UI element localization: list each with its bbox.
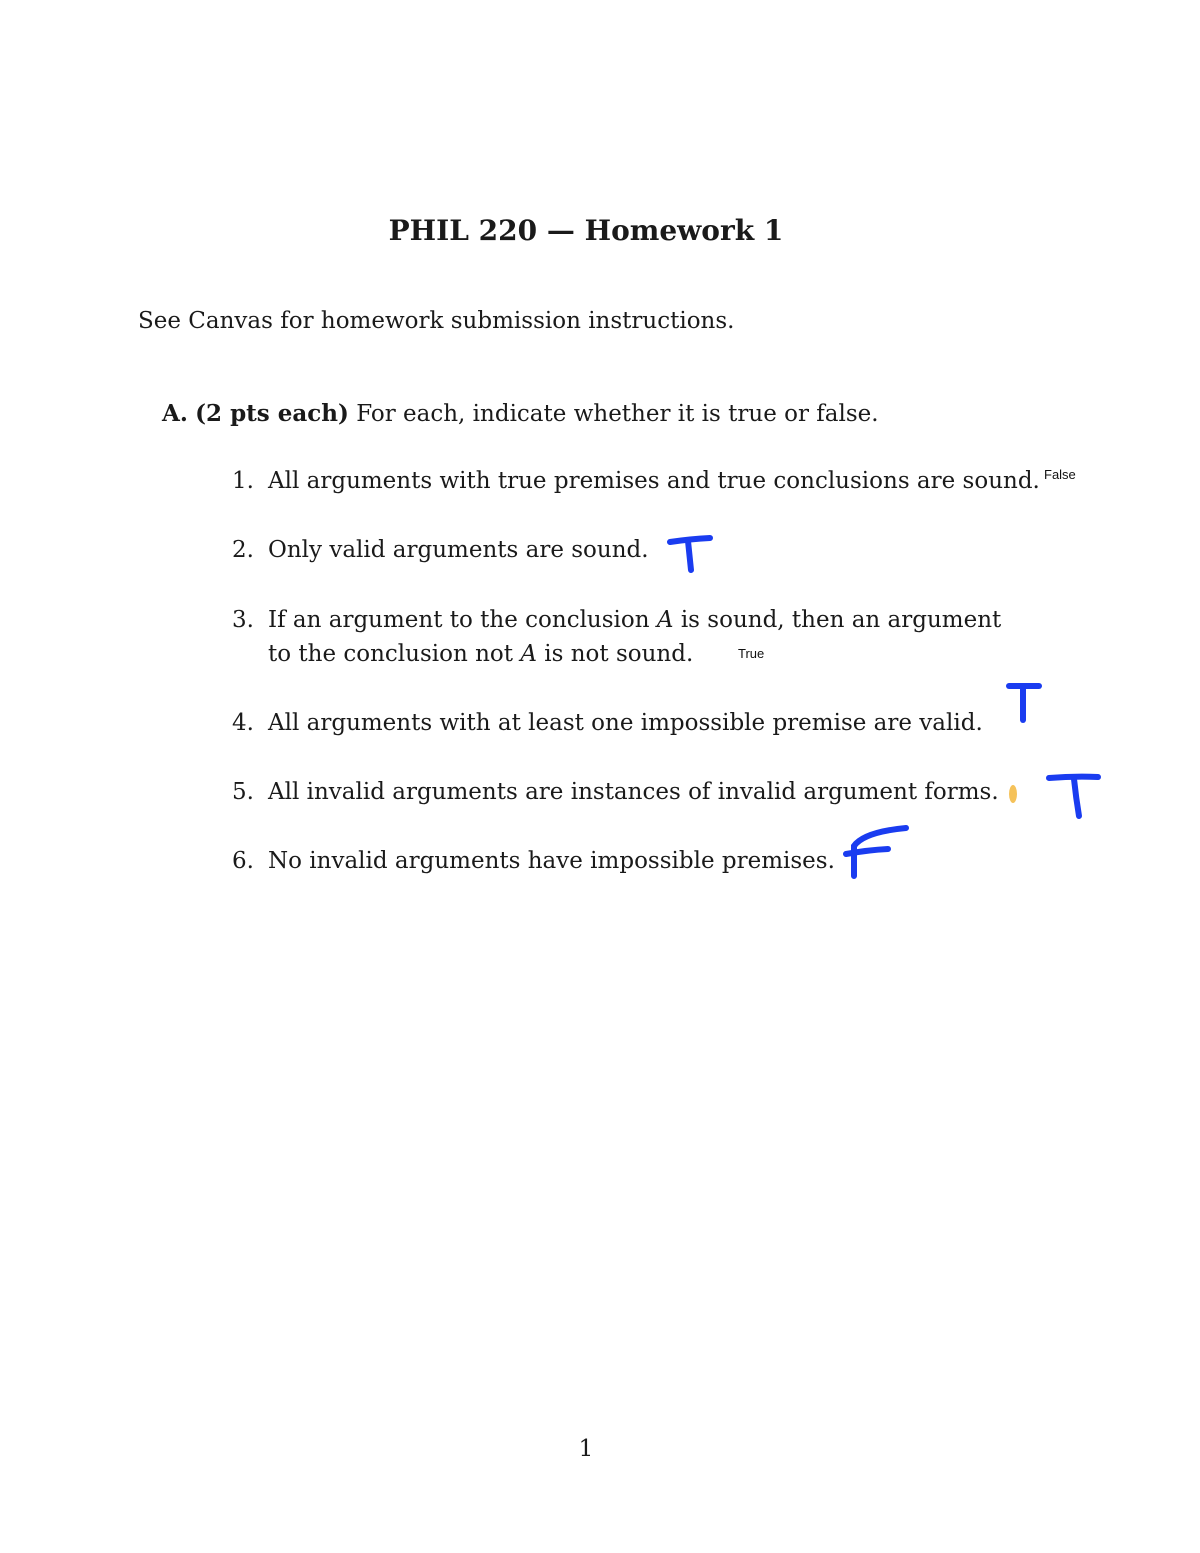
question-number: 4.	[232, 710, 254, 736]
question-text-line-1a: If an argument to the conclusion	[268, 607, 657, 633]
section-points: (2 pts each)	[195, 400, 349, 427]
question-number: 6.	[232, 848, 254, 874]
typed-answer-1: False	[1044, 467, 1076, 482]
question-text-line-2b: is not sound.	[536, 641, 694, 667]
typed-answer-3: True	[738, 646, 765, 661]
question-number: 1.	[232, 468, 254, 494]
variable-a: A	[656, 607, 674, 633]
handwritten-t-answer-2	[664, 532, 716, 576]
handwritten-t-answer-4	[1004, 678, 1044, 726]
variable-a: A	[520, 641, 537, 667]
section-a-heading	[162, 400, 879, 427]
question-3	[232, 603, 1001, 671]
question-2	[232, 533, 649, 567]
question-text: All invalid arguments are instances of invalid argument forms.	[268, 779, 999, 805]
submission-instructions: See Canvas for homework submission instructions.	[138, 308, 735, 334]
handwritten-t-answer-5	[1044, 770, 1104, 826]
question-text: No invalid arguments have impossible premises.	[268, 848, 835, 874]
highlight-mark	[1006, 782, 1020, 806]
question-1	[232, 464, 1040, 498]
section-instruction: For each, indicate whether it is true or false.	[356, 401, 879, 427]
question-text-line-2a: to the conclusion not	[268, 641, 521, 667]
section-label: A.	[162, 400, 188, 427]
question-text-line-1b: is sound, then an argument	[673, 607, 1002, 633]
question-4	[232, 706, 983, 740]
handwritten-f-answer-6	[840, 822, 914, 882]
question-text: Only valid arguments are sound.	[268, 537, 649, 563]
question-text: All arguments with true premises and true conclusions are sound.	[268, 468, 1040, 494]
question-5	[232, 775, 999, 809]
page-title: PHIL 220 — Homework 1	[388, 214, 784, 247]
question-text: All arguments with at least one impossible premise are valid.	[268, 710, 983, 736]
page-number: 1	[578, 1436, 594, 1462]
question-number: 3.	[232, 607, 254, 633]
question-number: 5.	[232, 779, 254, 805]
question-number: 2.	[232, 537, 254, 563]
question-6	[232, 844, 835, 878]
